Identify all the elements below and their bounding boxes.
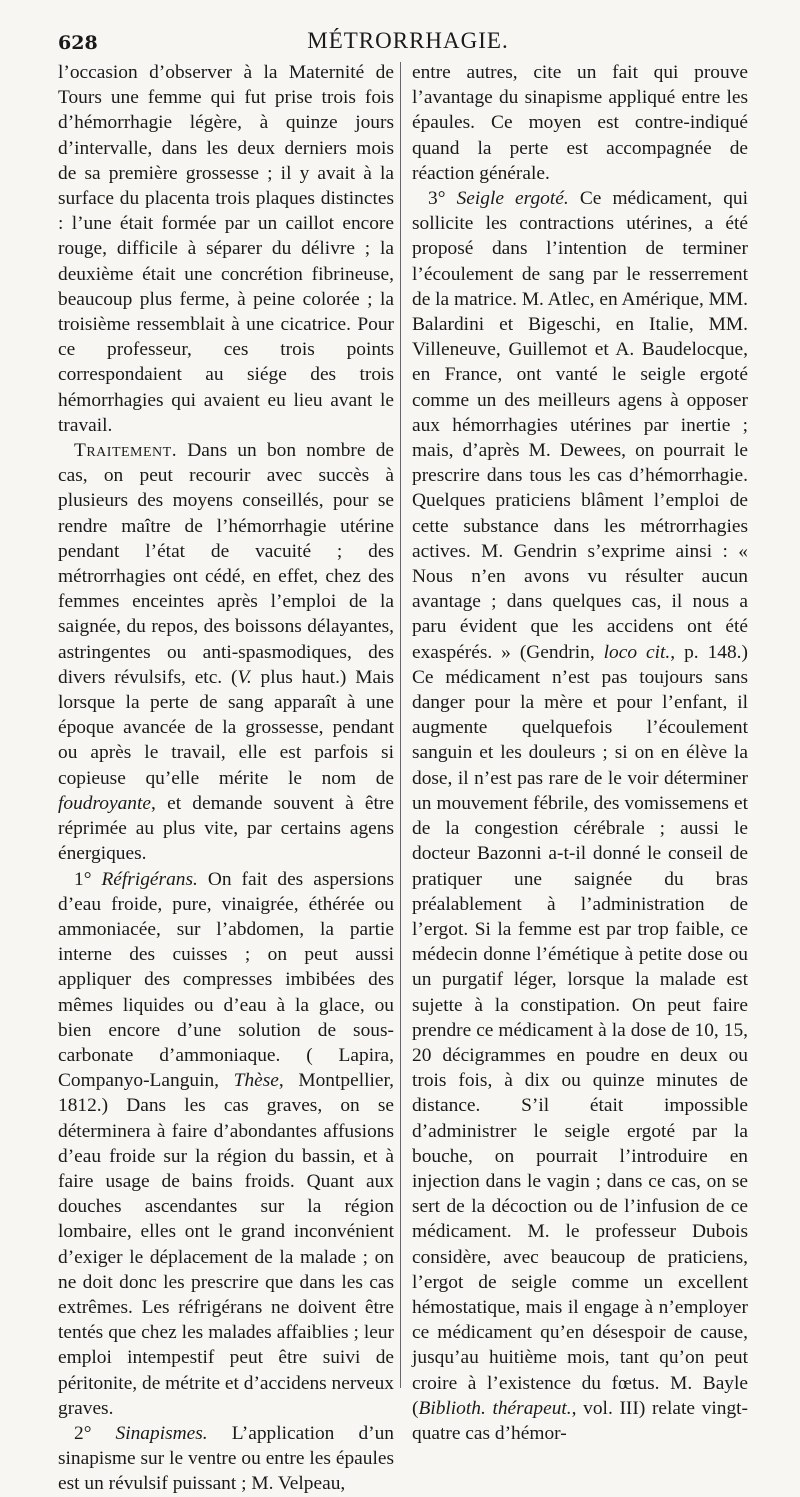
right-column — [412, 60, 749, 1444]
paragraph-text: entre autres, cite un fait qui prouve l’avantage du sinapisme appliqué entre les épaules. Ce moyen est contre-indiqué quand la perte est accompagnée de réaction générale. — [412, 62, 748, 184]
item-number: 3° — [428, 188, 457, 210]
paragraph-sinapisme-continued — [412, 60, 748, 186]
paragraph-sinapismes — [58, 1421, 394, 1497]
left-column — [58, 60, 395, 1495]
item-heading-refrigerans: Réfrigérans. — [101, 868, 198, 890]
paragraph-traitement — [58, 438, 394, 866]
paragraph-text: plus haut.) Mais lorsque la perte de sang apparaît à une époque avancée de la grossesse, pendant ou après le travail, elle est parfois si copieuse qu’elle mérite le nom de — [58, 666, 395, 789]
section-heading-traitement: Traitement. — [74, 440, 178, 462]
item-number: 1° — [74, 868, 102, 890]
page-number: 628 — [58, 32, 98, 54]
paragraph-text: , et demande souvent à être réprimée au plus vite, par certains agens énergiques. — [58, 792, 394, 865]
cross-reference: V. — [237, 666, 252, 688]
item-heading-seigle-ergote: Seigle ergoté. — [456, 188, 569, 210]
paragraph-text: l’occasion d’observer à la Maternité de Tours une femme qui fut prise trois fois d’hémorrhagie légère, à quinze jours d’intervalle, dans les deux derniers mois de sa première grossesse ; il y avait à la surface du placenta trois plaques distinctes : l’une était formée par un caillot encore rouge, difficile à séparer du délivre ; la deuxième était une concrétion fibrineuse, beaucoup plus ferme, à peine colorée ; la troisième ressemblait à une cicatrice. Pour ce professeur, ces trois points correspondaient au siége des trois hémorrhagies qui avaient eu lieu avant le travail. — [58, 62, 394, 436]
paragraph-text: L’application d’un sinapisme sur le ventre ou entre les épaules est un révulsif puissant ; M. Velpeau, — [58, 1422, 394, 1495]
italic-term: loco cit. — [603, 641, 671, 663]
paragraph-text: Ce médicament, qui sollicite les contractions utérines, a été proposé dans l’intention de terminer l’écoulement de sang par le resserrement de la matrice. M. Atlec, en Amérique, MM. Balardini et Bigeschi, en Italie, MM. Villeneuve, Guillemot et A. Baudelocque, en France, ont vanté le seigle ergoté comme un des meilleurs agens à opposer aux hémorrhagies utérines par inertie ; mais, d’après M. Dewees, on pourrait le prescrire dans tous les cas d’hémorrhagie. Quelques praticiens blâment l’emploi de cette substance dans les métrorrhagies actives. M. Gendrin s’exprime ainsi : « Nous n’en avons vu résulter aucun avantage ; dans quelques cas, il nous a paru évident que les accidens ont été exaspérés. » (Gendrin, — [412, 188, 749, 663]
paragraph-seigle-ergote — [412, 186, 748, 1446]
italic-term: Thèse — [233, 1070, 279, 1092]
running-title: MÉTRORRHAGIE. — [307, 28, 509, 53]
italic-term: foudroyante — [58, 792, 151, 814]
page-header — [58, 24, 758, 60]
paragraph-text: Dans un bon nombre de cas, on peut recourir avec succès à plusieurs des moyens conseillés, pour se rendre maître de l’hémorrhagie utérine pendant l’état de vacuité ; des métrorrhagies ont cédé, en effet, chez des femmes enceintes après l’emploi de la saignée, du repos, des boissons délayantes, astringentes ou anti-spasmodiques, des divers révulsifs, etc. ( — [58, 440, 394, 688]
paragraph-text: On fait des aspersions d’eau froide, pure, vinaigrée, éthérée ou ammoniacée, sur l’abdomen, la partie interne des cuisses ; on peut aussi appliquer des compresses imbibées des mêmes liquides ou d’eau à la glace, ou bien encore d’une solution de sous-carbonate d’ammoniaque. ( Lapira, Companyo-Languin, — [58, 868, 394, 1092]
column-divider — [400, 62, 401, 1388]
item-heading-sinapismes: Sinapismes. — [115, 1422, 208, 1444]
paragraph-text: , p. 148.) Ce médicament n’est pas toujours sans danger pour la mère et pour l’enfant, il augmente quelquefois l’écoulement sanguin et les douleurs ; si on en élève la dose, il n’est pas rare de le voir déterminer un mouvement fébrile, des vomissemens et de la congestion cérébrale ; aussi le docteur Bazonni a-t-il donné le conseil de pratiquer une saignée du bras préalablement à l’administration de l’ergot. Si la femme est par trop faible, ce médecin donne l’émétique à petite dose ou un purgatif léger, lorsque la malade est sujette à la constipation. On peut faire prendre ce médicament à la dose de 10, 15, 20 décigrammes en poudre en deux ou trois fois, à dix ou quinze minutes de distance. S’il était impossible d’administrer le seigle ergoté par la bouche, on pourrait l’introduire en injection dans le vagin ; dans ce cas, on se sert de la décoction ou de l’infusion de ce médicament. M. le professeur Dubois considère, avec beaucoup de praticiens, l’ergot de seigle comme un excellent hémostatique, mais il engage à n’employer ce médicament qu’en désespoir de cause, jusqu’au huitième mois, tant qu’on peut croire à l’existence du fœtus. M. Bayle ( — [412, 641, 748, 1419]
paragraph-text: , Montpellier, 1812.) Dans les cas graves, on se déterminera à faire d’abondantes affusions d’eau froide sur la région du bassin, et à faire usage de bains froids. Quant aux douches ascendantes sur la région lombaire, elles ont le grand inconvénient d’exiger le déplacement de la malade ; on ne doit donc les prescrire que dans les cas extrêmes. Les réfrigérans ne doivent être tentés que chez les malades affaiblies ; leur emploi intempestif peut être suivi de péritonite, de métrite et d’accidens nerveux graves. — [58, 1070, 394, 1419]
item-number: 2° — [74, 1422, 116, 1444]
paragraph-maternite-tours — [58, 60, 394, 438]
italic-term: Biblioth. thérapeut. — [418, 1397, 572, 1419]
paragraph-text: , vol. III) relate vingt-quatre cas d’hémor- — [412, 1397, 749, 1444]
paragraph-refrigerans — [58, 867, 394, 1421]
